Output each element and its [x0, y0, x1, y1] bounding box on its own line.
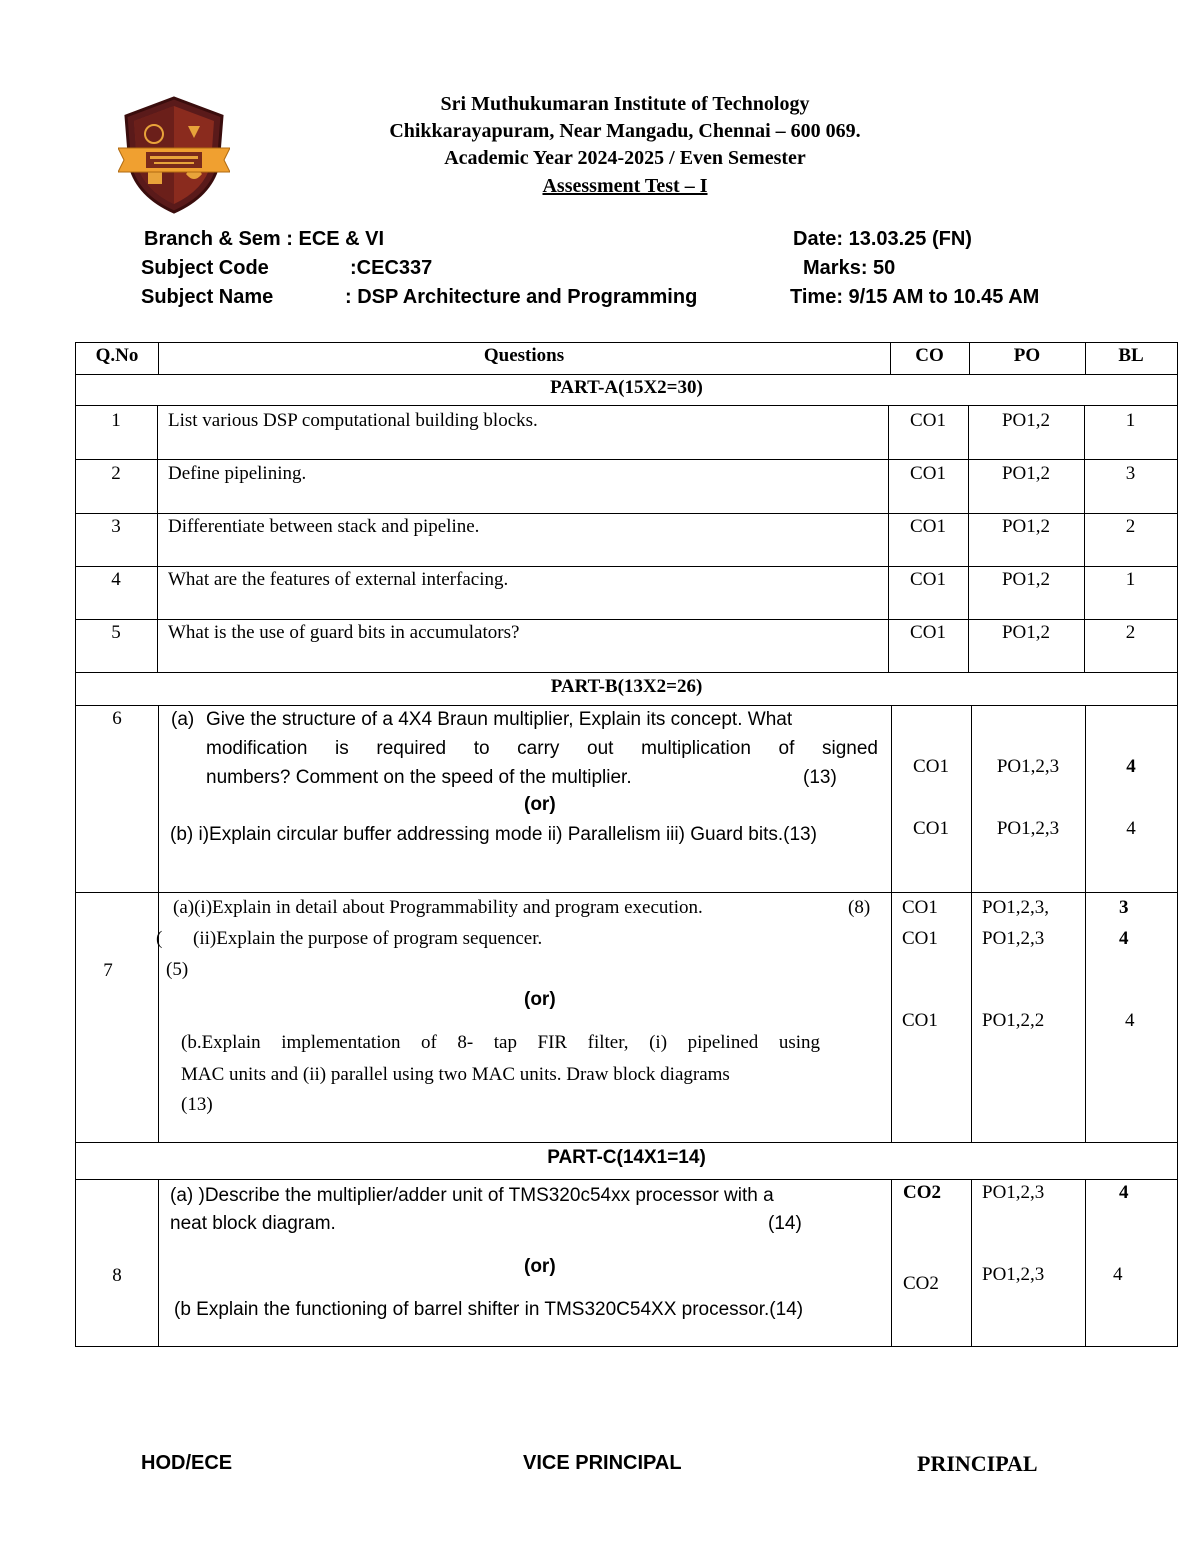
- blooms-level: 4: [1113, 1264, 1123, 1285]
- subject-name-value: : DSP Architecture and Programming: [345, 286, 698, 308]
- course-outcome: CO1: [910, 516, 946, 537]
- question-number: 7: [103, 960, 113, 981]
- col-header-bl: BL: [1118, 345, 1144, 366]
- program-outcome: PO1,2,3: [982, 1182, 1045, 1203]
- course-outcome: CO1: [902, 1010, 938, 1031]
- q6-a-prefix: (a): [171, 709, 195, 730]
- blooms-level: 1: [1125, 410, 1136, 431]
- program-outcome: PO1,2,3: [996, 818, 1060, 839]
- course-outcome: CO1: [913, 756, 949, 777]
- col-header-qno: Q.No: [95, 345, 139, 366]
- vice-principal-signature: VICE PRINCIPAL: [523, 1452, 682, 1474]
- principal-signature: PRINCIPAL: [917, 1451, 1038, 1476]
- q8-a-line1: (a) )Describe the multiplier/adder unit of TMS320c54xx processor with a: [170, 1185, 774, 1206]
- q6-b-text: (b) i)Explain circular buffer addressing mode ii) Parallelism iii) Guard bits.(13): [170, 824, 817, 845]
- question-text: Define pipelining.: [168, 463, 307, 484]
- institute-name: Sri Muthukumaran Institute of Technology: [440, 93, 810, 115]
- course-outcome: CO2: [903, 1182, 941, 1203]
- branch-sem: Branch & Sem : ECE & VI: [144, 228, 385, 250]
- q7-a-i: (a)(i)Explain in detail about Programmability and program execution.: [173, 897, 703, 918]
- question-text: Differentiate between stack and pipeline.: [168, 516, 480, 537]
- program-outcome: PO1,2: [1001, 516, 1051, 537]
- subject-code-label: Subject Code: [141, 257, 269, 279]
- program-outcome: PO1,2,3: [982, 1264, 1045, 1285]
- col-header-co: CO: [915, 345, 944, 366]
- q8-a-marks: (14): [768, 1213, 802, 1234]
- q6-a-line1: Give the structure of a 4X4 Braun multiplier, Explain its concept. What: [206, 709, 793, 730]
- blooms-level: 4: [1126, 818, 1136, 839]
- course-outcome: CO1: [910, 463, 946, 484]
- subject-name-label: Subject Name: [141, 286, 274, 308]
- course-outcome: CO1: [910, 410, 946, 431]
- question-text: What is the use of guard bits in accumulators?: [168, 622, 520, 643]
- col-header-po: PO: [1013, 345, 1041, 366]
- exam-time: Time: 9/15 AM to 10.45 AM: [790, 286, 1040, 308]
- exam-date: Date: 13.03.25 (FN): [793, 228, 972, 250]
- blooms-level: 2: [1125, 516, 1136, 537]
- question-number: 8: [112, 1265, 122, 1286]
- program-outcome: PO1,2,3: [996, 756, 1060, 777]
- test-title: Assessment Test – I: [542, 175, 708, 197]
- question-number: 1: [111, 410, 121, 431]
- q7-b-line3: (13): [181, 1094, 213, 1115]
- question-text: What are the features of external interfacing.: [168, 569, 509, 590]
- blooms-level: 3: [1119, 897, 1129, 918]
- q6-a-line3: numbers? Comment on the speed of the multiplier.: [206, 767, 632, 788]
- course-outcome: CO1: [910, 622, 946, 643]
- q7-a-ii-paren: (: [156, 928, 163, 949]
- part-b-title: PART-B(13X2=26): [550, 676, 703, 697]
- program-outcome: PO1,2,3: [982, 928, 1045, 949]
- q7-a-i-marks: (8): [848, 897, 871, 918]
- hod-signature: HOD/ECE: [141, 1452, 233, 1474]
- course-outcome: CO1: [902, 928, 938, 949]
- course-outcome: CO1: [902, 897, 938, 918]
- part-a-title: PART-A(15X2=30): [550, 377, 703, 398]
- program-outcome: PO1,2,2: [982, 1010, 1045, 1031]
- course-outcome: CO1: [910, 569, 946, 590]
- college-crest-logo: [118, 96, 230, 214]
- course-outcome: CO1: [913, 818, 949, 839]
- question-number: 2: [111, 463, 121, 484]
- blooms-level: 4: [1126, 756, 1136, 777]
- col-header-questions: Questions: [483, 345, 565, 366]
- blooms-level: 1: [1125, 569, 1136, 590]
- blooms-level: 2: [1125, 622, 1136, 643]
- q8-or: (or): [524, 1256, 556, 1277]
- program-outcome: PO1,2: [1001, 569, 1051, 590]
- subject-code-value: :CEC337: [350, 257, 433, 279]
- q6-or: (or): [524, 794, 556, 815]
- test-title-wrap: [300, 173, 950, 200]
- question-number: 5: [111, 622, 121, 643]
- institute-address: Chikkarayapuram, Near Mangadu, Chennai – 600 069.: [389, 120, 861, 142]
- blooms-level: 4: [1119, 1182, 1129, 1203]
- course-outcome: CO2: [903, 1273, 939, 1294]
- q8-a-line2: neat block diagram.: [170, 1213, 336, 1234]
- part-c-title: PART-C(14X1=14): [547, 1147, 706, 1168]
- q6-a-line2: modification is required to carry out multiplication of signed: [206, 738, 878, 759]
- blooms-level: 3: [1125, 463, 1136, 484]
- blooms-level: 4: [1119, 928, 1129, 949]
- q7-or: (or): [524, 989, 556, 1010]
- program-outcome: PO1,2,3,: [982, 897, 1050, 918]
- blooms-level: 4: [1125, 1010, 1135, 1031]
- question-text: List various DSP computational building blocks.: [168, 410, 538, 431]
- program-outcome: PO1,2: [1001, 622, 1051, 643]
- program-outcome: PO1,2: [1001, 410, 1051, 431]
- academic-year: Academic Year 2024-2025 / Even Semester: [444, 147, 806, 169]
- q7-a-ii-marks: (5): [166, 959, 189, 980]
- q6-a-marks: (13): [803, 767, 837, 788]
- q8-b-text: (b Explain the functioning of barrel shifter in TMS320C54XX processor.(14): [174, 1299, 804, 1320]
- question-number: 4: [111, 569, 121, 590]
- exam-marks: Marks: 50: [803, 257, 896, 279]
- q7-b-line2: MAC units and (ii) parallel using two MAC units. Draw block diagrams: [181, 1064, 730, 1085]
- question-number: 3: [111, 516, 121, 537]
- program-outcome: PO1,2: [1001, 463, 1051, 484]
- question-number: 6: [112, 708, 122, 729]
- q7-a-ii: (ii)Explain the purpose of program sequencer.: [193, 928, 543, 949]
- q7-b-line1: (b.Explain implementation of 8- tap FIR filter, (i) pipelined using: [181, 1032, 820, 1053]
